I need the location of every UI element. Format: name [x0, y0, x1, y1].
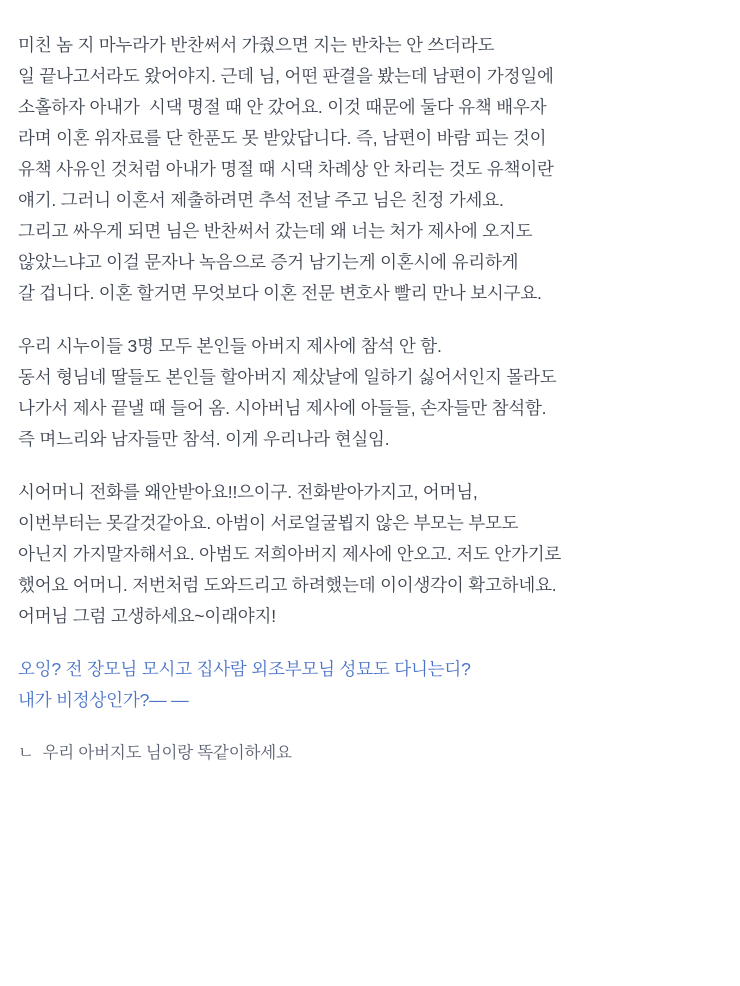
text-line: 라며 이혼 위자료를 단 한푼도 못 받았답니다. 즉, 남편이 바람 피는 것이 [18, 128, 547, 148]
text-line: 갈 겁니다. 이혼 할거면 무엇보다 이혼 전문 변호사 빨리 만나 보시구요. [18, 283, 542, 303]
text-line: 동서 형님네 딸들도 본인들 할아버지 제샀날에 일하기 싫어서인지 몰라도 [18, 367, 557, 387]
text-line: 않았느냐고 이걸 문자나 녹음으로 증거 남기는게 이혼시에 유리하게 [18, 252, 519, 272]
text-line: 일 끝나고서라도 왔어야지. 근데 님, 어떤 판결을 봤는데 남편이 가정일에 [18, 66, 554, 86]
text-line: 어머님 그럼 고생하세요~이래야지! [18, 606, 276, 626]
text-block-post-second [18, 331, 722, 455]
text-line: 아닌지 가지말자해서요. 아범도 저희아버지 제사에 안오고. 저도 안가기로 [18, 544, 562, 564]
text-line: 내가 비정상인가?— — [18, 690, 189, 710]
text-line: 유책 사유인 것처럼 아내가 명절 때 시댁 차례상 안 차리는 것도 유책이란 [18, 159, 554, 179]
text-line: 나가서 제사 끝낼 때 들어 옴. 시아버님 제사에 아들들, 손자들만 참석함. [18, 398, 547, 418]
text-line: 했어요 어머니. 저번처럼 도와드리고 하려했는데 이이생각이 확고하네요. [18, 575, 557, 595]
text-line: 미친 놈 지 마누라가 반찬써서 가줬으면 지는 반차는 안 쓰더라도 [18, 35, 495, 55]
text-line: 이번부터는 못갈것같아요. 아범이 서로얼굴뵙지 않은 부모는 부모도 [18, 513, 519, 533]
text-line: 소홀하자 아내가 시댁 명절 때 안 갔어요. 이것 때문에 둘다 유책 배우자 [18, 97, 547, 117]
text-block-post-fourth-blue [18, 654, 722, 716]
text-line: 오잉? 전 장모님 모시고 집사람 외조부모님 성묘도 다니는디? [18, 659, 471, 679]
text-line: 얘기. 그러니 이혼서 제출하려면 추석 전날 주고 님은 친정 가세요. [18, 190, 504, 210]
text-line: 시어머니 전화를 왜안받아요!!으이구. 전화받아가지고, 어머님, [18, 482, 478, 502]
text-line: 우리 시누이들 3명 모두 본인들 아버지 제사에 참석 안 함. [18, 336, 442, 356]
reply-comment [18, 738, 722, 768]
text-line: 그리고 싸우게 되면 님은 반찬써서 갔는데 왜 너는 처가 제사에 오지도 [18, 221, 533, 241]
text-block-post-main [18, 30, 722, 309]
reply-text: ㄴ 우리 아버지도 님이랑 똑같이하세요 [18, 744, 292, 762]
text-block-post-third [18, 477, 722, 632]
text-line: 즉 며느리와 남자들만 참석. 이게 우리나라 현실임. [18, 429, 390, 449]
